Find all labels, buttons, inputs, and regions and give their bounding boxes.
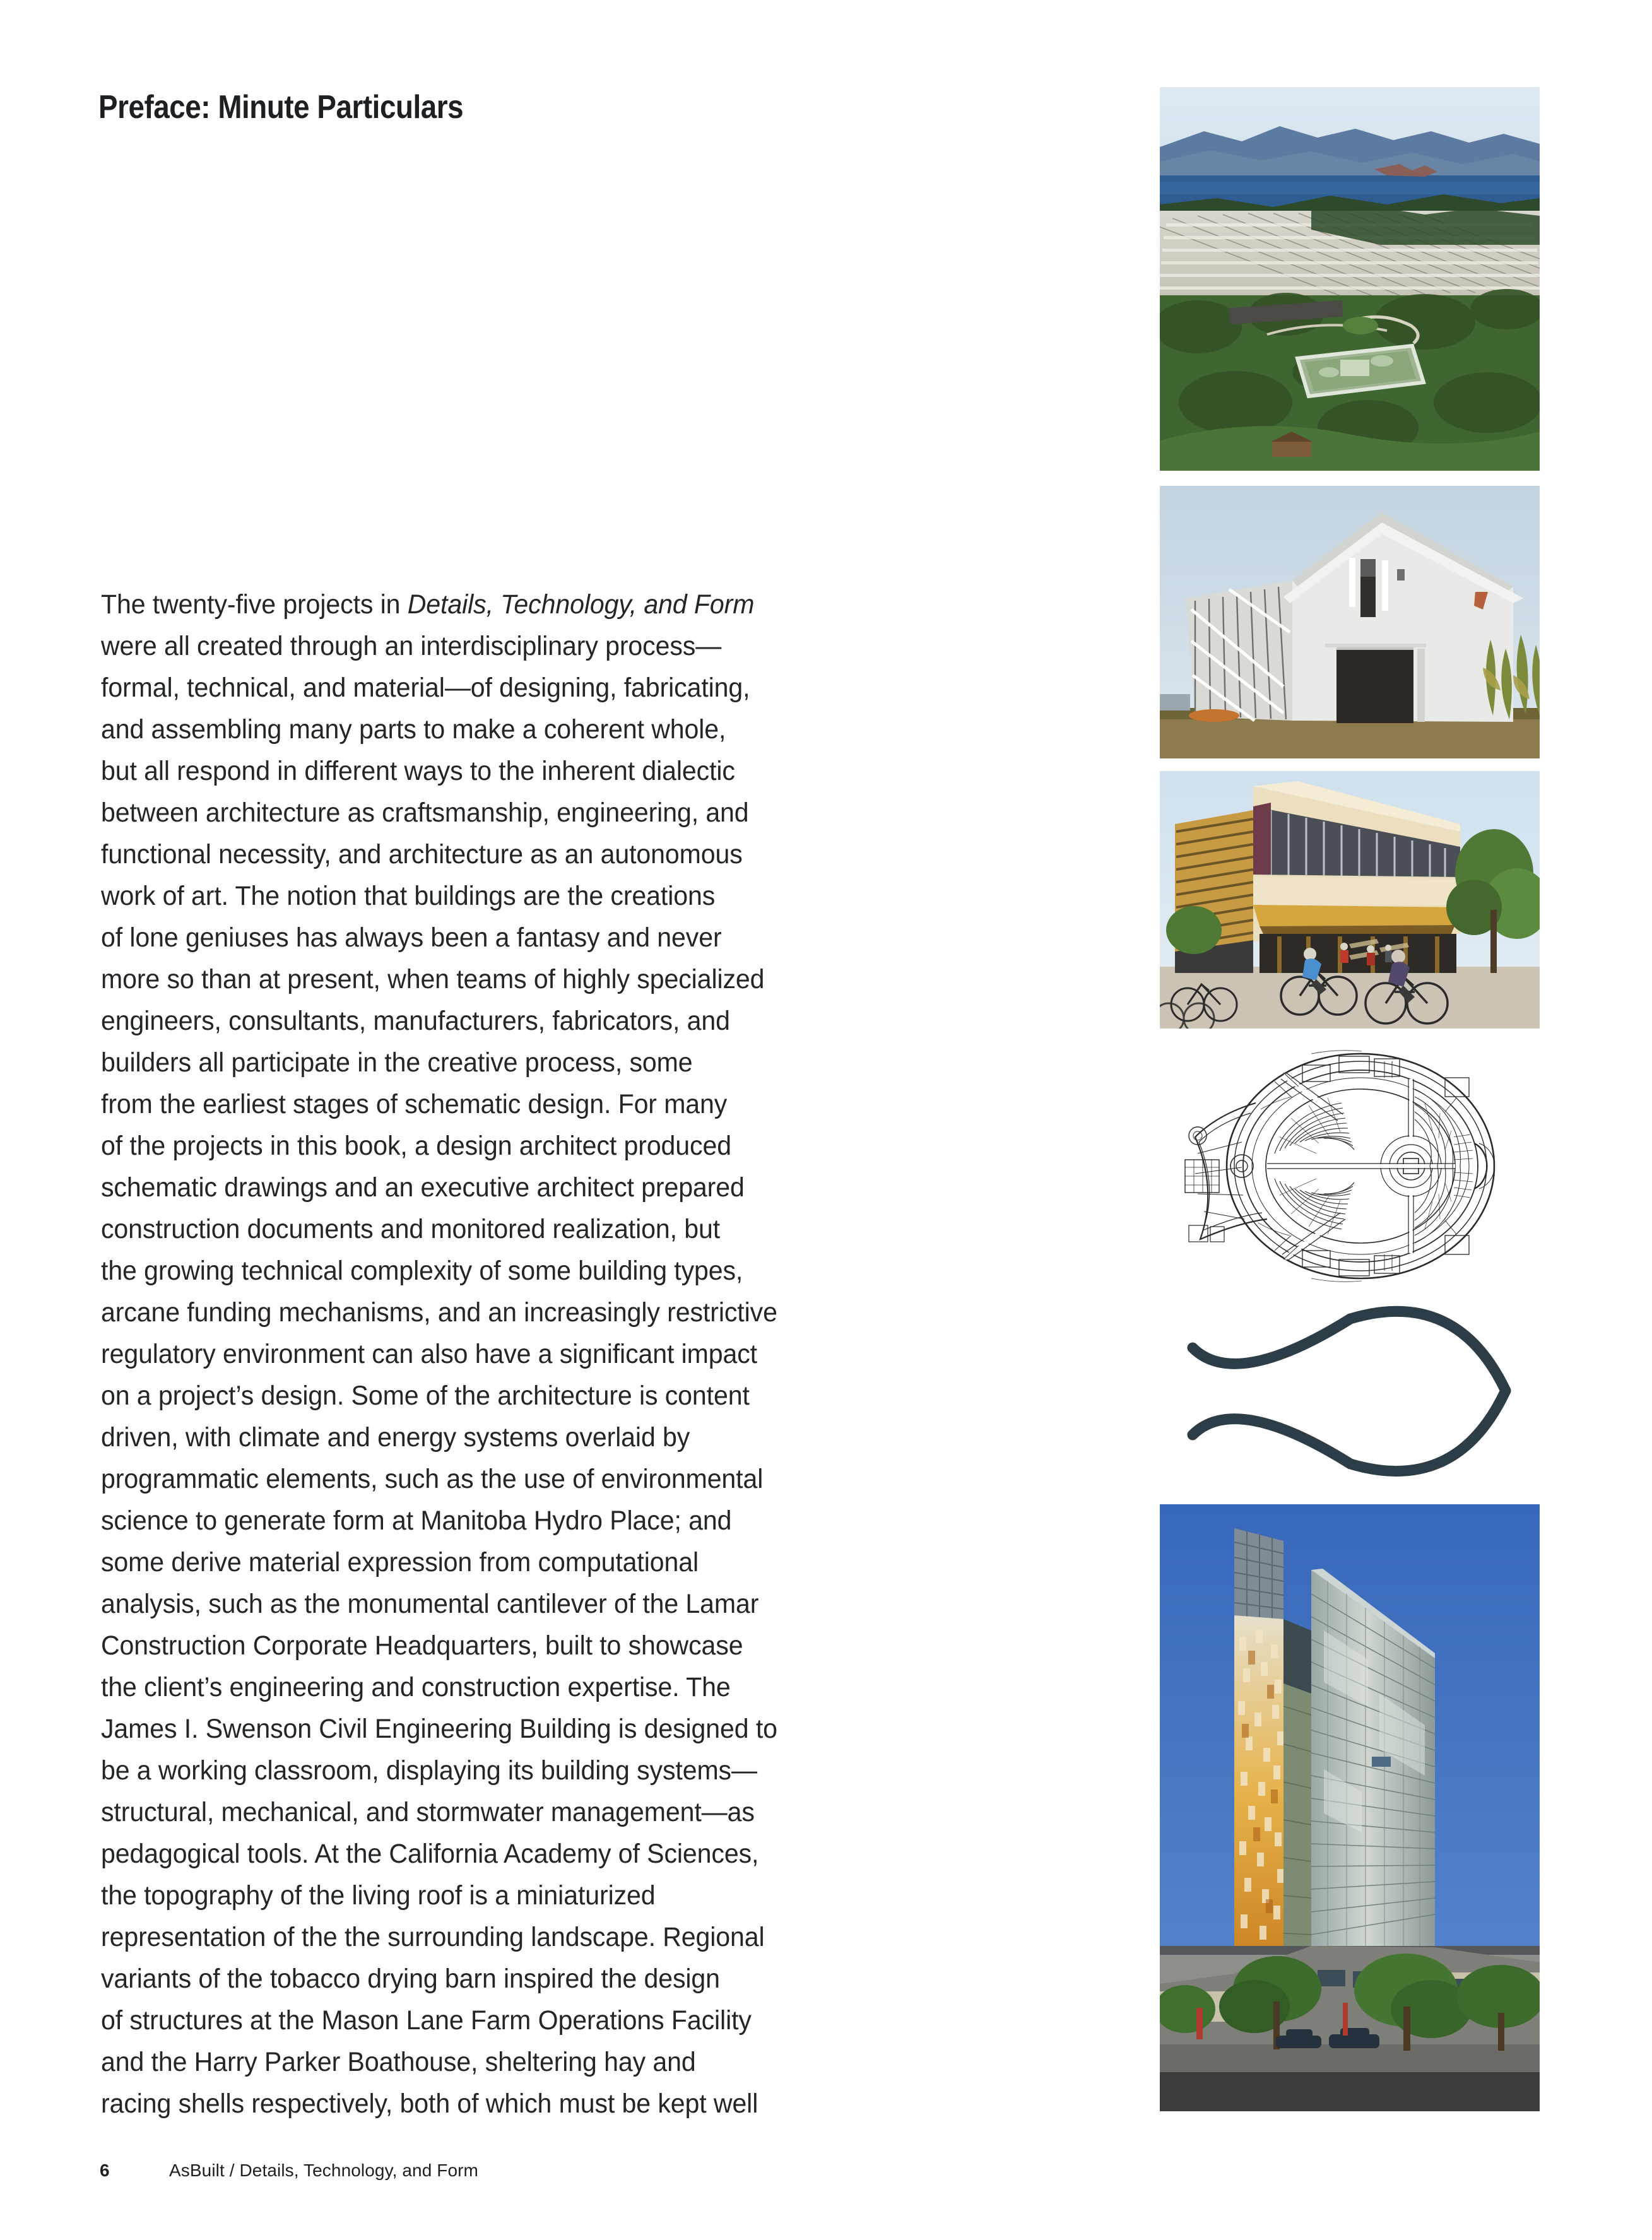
body-text-line: be a working classroom, displaying its building systems—: [101, 1755, 757, 1786]
body-text-line: pedagogical tools. At the California Academy of Sciences,: [101, 1839, 759, 1869]
body-text-line: analysis, such as the monumental cantilever of the Lamar: [101, 1589, 759, 1619]
body-text-line: of the projects in this book, a design architect produced: [101, 1131, 731, 1161]
body-text-line: on a project’s design. Some of the architecture is content: [101, 1381, 750, 1411]
figure-auditorium-plan: [1160, 1042, 1540, 1290]
body-text-line: were all created through an interdisciplinary process—: [101, 631, 722, 661]
figure-louvered-building: [1160, 771, 1540, 1029]
body-text-line: some derive material expression from computational: [101, 1547, 699, 1577]
body-text-line: racing shells respectively, both of which must be kept well: [101, 2089, 758, 2119]
body-text-line: of structures at the Mason Lane Farm Operations Facility: [101, 2005, 752, 2036]
body-text-line: engineers, consultants, manufacturers, fabricators, and: [101, 1006, 730, 1036]
body-text-line: science to generate form at Manitoba Hydro Place; and: [101, 1506, 732, 1536]
body-text-line: structural, mechanical, and stormwater management—as: [101, 1797, 755, 1827]
body-text-line: more so than at present, when teams of highly specialized: [101, 964, 765, 994]
page-title: Preface: Minute Particulars: [98, 89, 464, 126]
footer-page-number: 6: [100, 2160, 110, 2180]
body-text-line: formal, technical, and material—of designing, fabricating,: [101, 673, 750, 703]
body-text-line: Construction Corporate Headquarters, built to showcase: [101, 1630, 743, 1661]
body-text-line: between architecture as craftsmanship, engineering, and: [101, 798, 749, 828]
body-text-line: from the earliest stages of schematic design. For many: [101, 1089, 728, 1119]
body-text-line: the client’s engineering and construction expertise. The: [101, 1672, 731, 1702]
body-text-line: and assembling many parts to make a coherent whole,: [101, 714, 726, 745]
book-title-italic: Details, Technology, and Form: [407, 589, 755, 620]
body-text-line: arcane funding mechanisms, and an increasingly restrictive: [101, 1297, 777, 1328]
page-footer: [100, 2160, 478, 2181]
body-text-line: The twenty-five projects in Details, Technology, and Form: [101, 589, 755, 620]
figure-tobacco-barn: [1160, 486, 1540, 758]
body-text-line: the growing technical complexity of some building types,: [101, 1256, 743, 1286]
figure-aerial-city: [1160, 87, 1540, 471]
body-text-line: builders all participate in the creative process, some: [101, 1047, 693, 1078]
body-text-line: programmatic elements, such as the use of environmental: [101, 1464, 764, 1494]
body-text-line: functional necessity, and architecture as an autonomous: [101, 839, 743, 869]
body-text-line: driven, with climate and energy systems overlaid by: [101, 1422, 690, 1453]
body-text-line: regulatory environment can also have a significant impact: [101, 1339, 757, 1369]
body-text-line: schematic drawings and an executive architect prepared: [101, 1172, 745, 1203]
body-text-line: but all respond in different ways to the inherent dialectic: [101, 756, 735, 786]
footer-book-title: AsBuilt / Details, Technology, and Form: [169, 2160, 478, 2180]
body-text-line: of lone geniuses has always been a fantasy and never: [101, 923, 722, 953]
body-text-line: construction documents and monitored realization, but: [101, 1214, 721, 1244]
body-text-line: representation of the the surrounding landscape. Regional: [101, 1922, 765, 1952]
body-text-line: the topography of the living roof is a miniaturized: [101, 1880, 656, 1911]
body-text-line: and the Harry Parker Boathouse, sheltering hay and: [101, 2047, 696, 2077]
body-text-line: variants of the tobacco drying barn inspired the design: [101, 1964, 720, 1994]
body-text-line: work of art. The notion that buildings are the creations: [101, 881, 716, 911]
body-text-line: James I. Swenson Civil Engineering Building is designed to: [101, 1714, 777, 1744]
figure-glass-tower: [1160, 1504, 1540, 2111]
body-text-column: [101, 584, 883, 2125]
figure-ichthys-symbol: [1160, 1299, 1540, 1482]
